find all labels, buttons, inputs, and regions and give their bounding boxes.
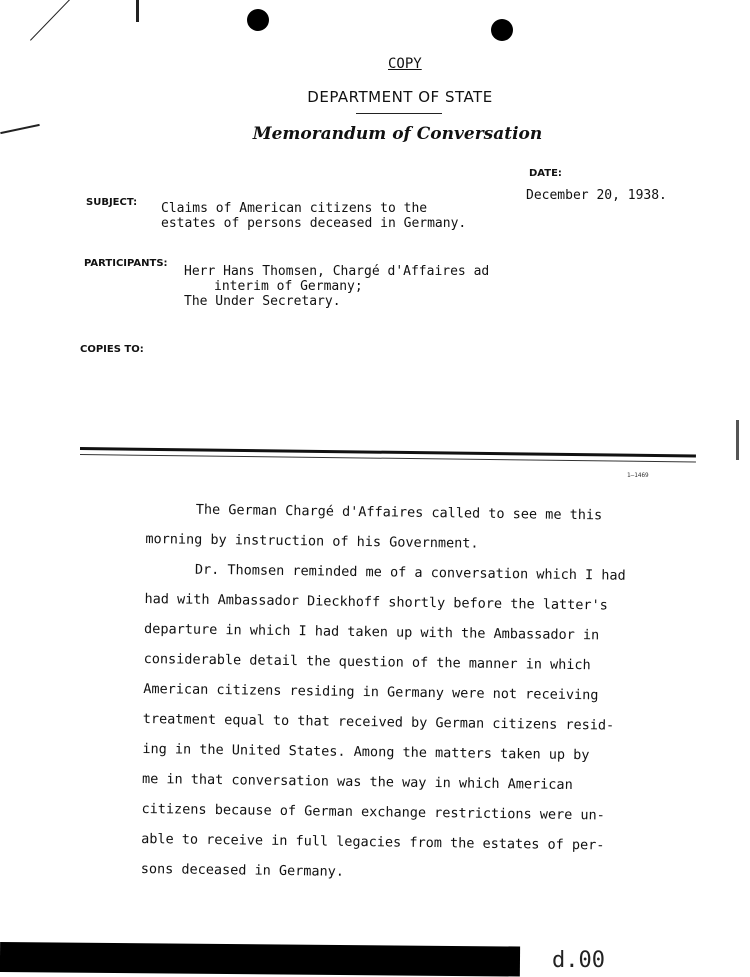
body-line: treatment equal to that received by German citizens resid-	[142, 710, 615, 734]
body-line: Dr. Thomsen reminded me of a conversation which I had	[194, 561, 626, 584]
body-line: American citizens residing in Germany were not receiving	[143, 680, 599, 704]
fold-line	[30, 0, 114, 41]
body-line: considerable detail the question of the manner in which	[143, 650, 591, 674]
body-line: able to receive in full legacies from the estates of per-	[141, 830, 605, 854]
memo-body	[141, 494, 676, 891]
body-line: ing in the United States. Among the matters taken up by	[142, 740, 590, 764]
subject-line: estates of persons deceased in Germany.	[161, 216, 467, 231]
body-line: The German Chargé d'Affaires called to see me this	[195, 501, 603, 524]
date-value: December 20, 1938.	[526, 188, 667, 203]
date-label: DATE:	[529, 168, 562, 179]
scan-mark	[136, 0, 139, 22]
heading-rule	[356, 113, 442, 114]
scan-mark	[736, 420, 739, 460]
body-line: me in that conversation was the way in which American	[141, 770, 573, 793]
participants-label: PARTICIPANTS:	[84, 258, 168, 269]
subject-label: SUBJECT:	[86, 197, 138, 208]
punch-hole	[491, 19, 513, 41]
subject-text	[161, 201, 541, 231]
body-line: citizens because of German exchange restrictions were un-	[141, 800, 605, 824]
participant-line: interim of Germany;	[214, 279, 363, 294]
copies-to-label: COPIES TO:	[80, 344, 144, 355]
participants-text	[184, 264, 489, 309]
body-line: morning by instruction of his Government.	[145, 530, 479, 552]
participant-line: Herr Hans Thomsen, Chargé d'Affaires ad	[184, 264, 490, 279]
body-line: sons deceased in Germany.	[140, 860, 345, 880]
body-line: had with Ambassador Dieckhoff shortly before the latter's	[144, 590, 608, 614]
memo-title: Memorandum of Conversation	[252, 124, 543, 144]
department-heading: DEPARTMENT OF STATE	[307, 88, 493, 106]
subject-line: Claims of American citizens to the	[161, 201, 428, 216]
handwritten-mark: d.00	[552, 948, 605, 973]
body-line: departure in which I had taken up with the Ambassador in	[144, 620, 600, 644]
form-number: 1—1469	[627, 472, 649, 479]
copy-label: COPY	[388, 56, 422, 72]
participant-line: The Under Secretary.	[184, 294, 341, 309]
scan-edge	[0, 942, 520, 977]
punch-hole	[247, 9, 269, 31]
